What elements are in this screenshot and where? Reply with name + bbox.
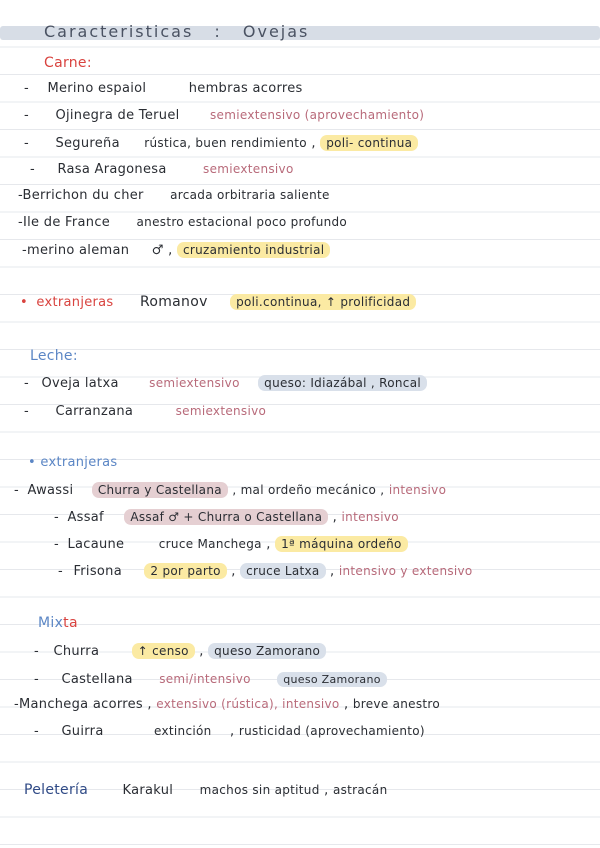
breed-note: semiextensivo xyxy=(149,376,240,390)
breed-name: Awassi xyxy=(27,483,74,498)
breed-note: semiextensivo xyxy=(203,162,294,176)
bullet: - xyxy=(14,697,19,712)
comma: , xyxy=(147,697,152,712)
mixta-row xyxy=(34,644,326,659)
comma: , xyxy=(332,510,338,525)
breed-name: Churra xyxy=(53,644,100,659)
title-label: Caracteristicas xyxy=(44,22,194,41)
breed-note: ↑ prolificidad xyxy=(325,295,411,309)
breed-note: astracán xyxy=(332,783,388,797)
heading-part: ta xyxy=(63,615,78,631)
heading-carne: Carne: xyxy=(44,55,92,71)
breed-note: rústica, buen rendimiento xyxy=(144,136,307,150)
breed-note-highlight: cruzamiento industrial xyxy=(177,242,330,258)
breed-name: Rasa Aragonesa xyxy=(57,162,167,177)
leche-row xyxy=(24,376,427,391)
carne-foreign-row xyxy=(20,294,416,310)
comma: , xyxy=(311,136,316,151)
heading-mixta xyxy=(38,615,78,631)
breed-note-highlight: queso: Idiazábal , Roncal xyxy=(258,375,427,391)
comma: , xyxy=(343,697,349,712)
bullet: - xyxy=(34,672,39,687)
bullet: - xyxy=(24,376,29,391)
bullet: - xyxy=(30,162,35,177)
bullet: - xyxy=(58,564,63,579)
bullet: - xyxy=(18,188,23,203)
carne-row xyxy=(22,243,330,258)
breed-note: intensivo xyxy=(388,483,447,497)
breed-note-highlight: queso Zamorano xyxy=(208,643,326,659)
carne-row xyxy=(24,81,303,96)
breed-name: Oveja latxa xyxy=(41,376,119,391)
bullet: - xyxy=(24,81,29,96)
comma: , xyxy=(231,564,236,579)
breed-note: machos sin aptitud xyxy=(199,783,320,797)
carne-row xyxy=(18,188,330,203)
breed-note-highlight: 2 por parto xyxy=(144,563,226,579)
peleteria-row xyxy=(24,782,388,798)
breed-note: breve anestro xyxy=(352,697,441,711)
breed-note: intensivo xyxy=(341,510,399,524)
breed-name: Segureña xyxy=(55,136,120,151)
foreign-label: extranjeras xyxy=(36,295,114,310)
leche-foreign-row xyxy=(58,564,473,579)
bullet: - xyxy=(54,537,59,552)
breed-note-highlight: poli- continua xyxy=(320,135,418,151)
breed-name: Lacaune xyxy=(67,537,125,552)
breed-note: extinción xyxy=(154,724,212,738)
breed-note: anestro estacional poco profundo xyxy=(136,215,348,229)
breed-note: poli.continua, xyxy=(236,295,322,309)
breed-name: Guirra xyxy=(61,724,104,739)
breed-note-highlight: cruce Latxa xyxy=(240,563,325,579)
title-animal: Ovejas xyxy=(242,22,310,41)
comma: , xyxy=(168,243,173,258)
breed-note-highlight: ↑ censo xyxy=(132,643,195,659)
leche-foreign-row xyxy=(54,537,408,552)
carne-row xyxy=(24,108,424,123)
breed-note: semiextensivo xyxy=(175,404,267,418)
breed-name: Berrichon du cher xyxy=(22,188,144,203)
breed-note: extensivo (rústica), intensivo xyxy=(156,697,340,711)
breed-note-highlight: queso Zamorano xyxy=(277,672,387,687)
breed-note: semi/intensivo xyxy=(159,672,251,686)
breed-name: Assaf xyxy=(67,510,104,525)
mixta-row xyxy=(14,697,440,712)
heading-leche-foreign: • extranjeras xyxy=(28,455,118,470)
leche-foreign-row xyxy=(54,510,399,525)
breed-note: hembras acorres xyxy=(188,81,303,96)
breed-name: Manchega acorres xyxy=(19,697,143,712)
comma: , xyxy=(324,783,329,798)
bullet: • xyxy=(20,295,28,310)
breed-name: Frisona xyxy=(73,564,122,579)
breed-note-highlight: Churra y Castellana xyxy=(92,482,228,498)
breed-note: cruce Manchega xyxy=(158,537,262,551)
breed-name: Ojinegra de Teruel xyxy=(55,108,180,123)
breed-note: , mal ordeño mecánico , xyxy=(232,483,385,497)
mixta-row xyxy=(34,672,387,687)
bullet: - xyxy=(24,108,29,123)
title-separator: : xyxy=(214,22,222,41)
carne-row xyxy=(18,215,347,230)
page-title xyxy=(44,22,309,41)
bullet: - xyxy=(24,404,29,419)
mixta-row xyxy=(34,724,425,739)
breed-note: intensivo y extensivo xyxy=(338,564,473,578)
heading-leche: Leche: xyxy=(30,348,78,364)
bullet: - xyxy=(54,510,59,525)
breed-name: Karakul xyxy=(122,783,174,798)
bullet: - xyxy=(22,243,27,258)
bullet: - xyxy=(24,136,29,151)
breed-name: Ile de France xyxy=(23,215,111,230)
breed-note-highlight: 1ª máquina ordeño xyxy=(275,536,408,552)
bullet: - xyxy=(34,644,39,659)
bullet: - xyxy=(18,215,23,230)
breed-name: Carranzana xyxy=(55,404,134,419)
leche-row xyxy=(24,404,266,419)
breed-name: Castellana xyxy=(61,672,133,687)
bullet: - xyxy=(34,724,39,739)
heading-part: Mix xyxy=(38,615,64,631)
comma: , xyxy=(199,644,204,659)
leche-foreign-row xyxy=(14,483,446,498)
breed-name: merino aleman xyxy=(27,243,130,258)
comma: , xyxy=(266,537,271,552)
carne-row xyxy=(30,162,294,177)
male-symbol: ♂ xyxy=(151,243,164,258)
comma: , xyxy=(229,724,235,739)
carne-row xyxy=(24,136,418,151)
heading-peleteria: Peletería xyxy=(24,782,89,798)
breed-note: rusticidad (aprovechamiento) xyxy=(238,724,425,738)
bullet: - xyxy=(14,483,19,498)
breed-note-highlight: Assaf ♂ + Churra o Castellana xyxy=(124,509,328,525)
breed-note: semiextensivo (aprovechamiento) xyxy=(209,108,425,122)
breed-note: arcada orbitraria saliente xyxy=(170,188,330,202)
breed-note-highlight xyxy=(230,294,416,310)
comma: , xyxy=(330,564,335,579)
breed-name: Romanov xyxy=(139,294,208,310)
breed-name: Merino espaiol xyxy=(47,81,147,96)
